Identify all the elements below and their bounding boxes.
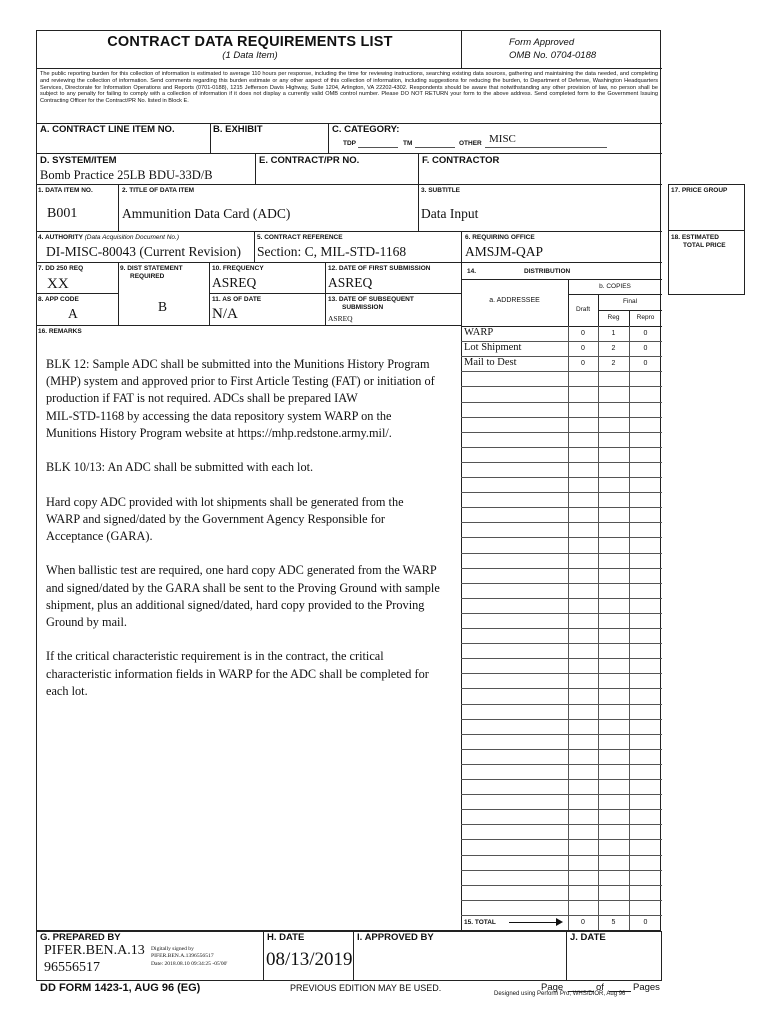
first-submission-label: 12. DATE OF FIRST SUBMISSION (328, 265, 431, 272)
remarks-line: shipment, plus an additional signed/dated, hard copy provided to the Proving (46, 597, 425, 612)
digital-signature-line-3: Date: 2018.08.10 09:34:25 -05'00' (151, 961, 228, 967)
contract-reference-value: Section: C, MIL-STD-1168 (257, 244, 407, 259)
remarks-line: If the critical characteristic requirement is in the contract, the critical (46, 649, 384, 664)
remarks-line: BLK 10/13: An ADC shall be submitted with each lot. (46, 460, 314, 475)
remarks-line: When ballistic test are required, one hard copy ADC generated from the WARP (46, 563, 437, 578)
total-label: 15. TOTAL (464, 919, 496, 926)
remarks-text (46, 356, 456, 717)
contract-pr-label: E. CONTRACT/PR NO. (259, 155, 360, 166)
omb-number: OMB No. 0704-0188 (509, 50, 597, 61)
date-j-label: J. DATE (570, 932, 606, 943)
as-of-date-label: 11. AS OF DATE (212, 296, 262, 303)
requiring-office-value: AMSJM-QAP (465, 244, 544, 259)
grid-row-line (461, 704, 662, 705)
grid-column-line (598, 326, 599, 930)
remarks-line: each lot. (46, 683, 88, 698)
grid-row-line (461, 402, 662, 403)
addressee-mail-to-dest: Mail to Dest (464, 357, 517, 368)
remarks-line: BLK 12: Sample ADC shall be submitted into the Munitions History Program (46, 357, 430, 371)
category-other: OTHER (459, 140, 482, 147)
dist-statement-label-1: 9. DIST STATEMENT (120, 265, 183, 272)
copies-reg: 2 (611, 345, 616, 352)
grid-row-line (461, 628, 662, 629)
grid-row-line (461, 507, 662, 508)
remarks-line: production if FAT is not required. ADCs shall be prepared IAW (46, 391, 358, 406)
grid-row-line (461, 432, 662, 433)
grid-row-line (461, 417, 662, 418)
date-h-value: 08/13/2019 (266, 949, 353, 970)
page-label: Page (541, 982, 564, 993)
total-reg: 5 (611, 919, 616, 926)
grid-row-line (461, 598, 662, 599)
date-h-label: H. DATE (267, 932, 305, 943)
remarks-line: characteristic information fields in WARP for the ADC shall be completed for (46, 666, 429, 681)
grid-row-line (461, 809, 662, 810)
total-repro: 0 (643, 919, 648, 926)
distribution-title: DISTRIBUTION (524, 268, 571, 275)
subtitle-value: Data Input (421, 206, 479, 221)
as-of-date-value: N/A (212, 306, 238, 322)
prepared-by-name-2: 96556517 (44, 960, 100, 975)
price-group-label: 17. PRICE GROUP (671, 187, 728, 194)
repro-label: Repro (636, 314, 655, 321)
grid-row-line (461, 915, 662, 916)
data-item-count: (1 Data Item) (222, 50, 278, 61)
remarks-paragraph (46, 459, 456, 476)
remarks-line: and signed/dated by the GARA shall be sent to the Proving Ground with sample (46, 580, 440, 595)
grid-row-line (461, 749, 662, 750)
remarks-line: WARP and signed/dated by the Government Agency Responsible for (46, 511, 386, 526)
data-item-title-label: 2. TITLE OF DATA ITEM (122, 187, 195, 194)
system-item-value: Bomb Practice 25LB BDU-33D/B (40, 168, 213, 182)
app-code-value: A (68, 306, 78, 321)
remarks-line: Munitions History Program website at https://mhp.redstone.army.mil/. (46, 425, 392, 440)
grid-row-line (461, 522, 662, 523)
authority-label: 4. AUTHORITY (Data Acquisition Document No.) (38, 234, 180, 241)
page-title: CONTRACT DATA REQUIREMENTS LIST (107, 34, 393, 50)
grid-row-line (461, 839, 662, 840)
dist-statement-label-2: REQUIRED (130, 273, 165, 280)
remarks-paragraph (46, 562, 456, 631)
draft-label: Draft (575, 306, 591, 313)
grid-row-line (461, 613, 662, 614)
grid-row-line (461, 900, 662, 901)
frequency-value: ASREQ (212, 275, 257, 290)
grid-row-line (461, 462, 662, 463)
dd250-value: XX (47, 276, 69, 292)
dd250-label: 7. DD 250 REQ (38, 265, 84, 272)
estimated-total-price-label-1: 18. ESTIMATED (671, 234, 719, 241)
designed-using: Designed using Perform Pro, WHS/DIOR, Aug 96 (494, 991, 626, 997)
copies-draft: 0 (581, 330, 585, 337)
grid-row-line (461, 492, 662, 493)
grid-row-line (461, 537, 662, 538)
first-submission-value: ASREQ (328, 275, 373, 290)
burden-notice: The public reporting burden for this collection of information is estimated to average 110 hours per response, including the time for reviewing instructions, searching existing data sources, gathering and maintaining the data needed, and completing and reviewing the collection of information. Send comments regarding this burden estimate or any other aspect of this collection of information, including suggestions for reducing the burden, to Department of Defense, Washington Headquarters Services, Directorate for Information Operations and Reports (0701-0188), 1215 Jefferson Davis Highway, Suite 1204, Arlington, VA 22202-4302. Respondents should be aware that notwithstanding any other provision of law, no person shall be subject to any penalty for failing to comply with a collection of information if it does not display a currently valid OMB control number. Please DO NOT RETURN your form to the above address. Send completed form to the Government Issuing Contracting Officer for the Contract/PR No. listed in Block E. (40, 71, 658, 105)
grid-row-line (461, 371, 662, 372)
category-tm: TM (403, 140, 413, 147)
copies-reg: 2 (611, 360, 616, 367)
copies-label: b. COPIES (599, 283, 631, 290)
of-label: of (596, 982, 604, 993)
copies-draft: 0 (581, 360, 585, 367)
exhibit-label: B. EXHIBIT (213, 124, 263, 135)
grid-row-line (461, 855, 662, 856)
subsequent-submission-label-1: 13. DATE OF SUBSEQUENT (328, 296, 414, 303)
remarks-paragraph (46, 494, 456, 546)
addressee-lot-shipment: Lot Shipment (464, 342, 522, 353)
requiring-office-label: 6. REQUIRING OFFICE (465, 234, 535, 241)
contractor-label: F. CONTRACTOR (422, 155, 500, 166)
grid-row-line (461, 824, 662, 825)
grid-row-line (461, 688, 662, 689)
copies-repro: 0 (643, 330, 648, 337)
copies-repro: 0 (643, 345, 648, 352)
data-item-title-value: Ammunition Data Card (ADC) (122, 206, 291, 221)
remarks-line: MIL-STD-1168 by accessing the data repository system WARP on the (46, 408, 392, 423)
grid-row-line (461, 870, 662, 871)
subtitle-label: 3. SUBTITLE (421, 187, 461, 194)
digital-signature-line-1: Digitally signed by (151, 946, 194, 952)
copies-repro: 0 (643, 360, 648, 367)
category-label: C. CATEGORY: (332, 124, 400, 135)
total-draft: 0 (581, 919, 585, 926)
final-label: Final (622, 298, 638, 305)
remarks-paragraph (46, 648, 456, 700)
copies-reg: 1 (611, 330, 616, 337)
grid-row-line (461, 734, 662, 735)
total-arrow-head (556, 918, 563, 926)
total-arrow (509, 922, 559, 923)
frequency-label: 10. FREQUENCY (212, 265, 264, 272)
subsequent-submission-label-2: SUBMISSION (342, 304, 384, 311)
app-code-label: 8. APP CODE (38, 296, 79, 303)
addressee-warp: WARP (464, 327, 494, 338)
dist-statement-value: B (158, 299, 168, 314)
grid-row-line (461, 764, 662, 765)
contract-reference-label: 5. CONTRACT REFERENCE (257, 234, 343, 241)
copies-draft: 0 (581, 345, 585, 352)
digital-signature-line-2: PIFER.BEN.A.1396556517 (151, 953, 214, 959)
grid-row-line (461, 794, 662, 795)
remarks-line: Ground by mail. (46, 615, 127, 629)
remarks-paragraph (46, 356, 456, 442)
grid-column-line (629, 326, 630, 930)
previous-edition: PREVIOUS EDITION MAY BE USED. (290, 983, 442, 993)
grid-row-line (461, 386, 662, 387)
grid-row-line (461, 719, 662, 720)
grid-row-line (461, 779, 662, 780)
grid-row-line (461, 568, 662, 569)
approved-by-label: I. APPROVED BY (357, 932, 434, 943)
subsequent-submission-value: ASREQ (328, 314, 353, 323)
grid-row-line (461, 673, 662, 674)
authority-value: DI-MISC-80043 (Current Revision) (46, 244, 241, 259)
category-other-value: MISC (489, 133, 516, 145)
remarks-line: Acceptance (GARA). (46, 529, 153, 543)
grid-column-line (568, 326, 569, 930)
addressee-label: a. ADDRESSEE (489, 297, 540, 304)
remarks-line: Hard copy ADC provided with lot shipments shall be generated from the (46, 494, 404, 509)
form-approved: Form Approved (509, 37, 575, 48)
data-item-no-value: B001 (47, 206, 78, 221)
grid-row-line (461, 553, 662, 554)
prepared-by-label: G. PREPARED BY (40, 932, 121, 943)
grid-row-line (461, 658, 662, 659)
grid-row-line (461, 477, 662, 478)
system-item-label: D. SYSTEM/ITEM (40, 155, 117, 166)
distribution-number: 14. (467, 268, 477, 275)
reg-label: Reg (607, 314, 620, 321)
remarks-line: (MHP) system and approved prior to First Article Testing (FAT) or initiation of (46, 374, 435, 389)
form-id: DD FORM 1423-1, AUG 96 (EG) (40, 982, 201, 994)
prepared-by-name-1: PIFER.BEN.A.13 (44, 943, 145, 958)
remarks-label: 16. REMARKS (38, 328, 82, 335)
estimated-total-price-label-2: TOTAL PRICE (683, 242, 726, 249)
grid-row-line (461, 583, 662, 584)
grid-row-line (461, 643, 662, 644)
grid-row-line (461, 447, 662, 448)
category-tdp: TDP (343, 140, 356, 147)
contract-line-item-label: A. CONTRACT LINE ITEM NO. (40, 124, 175, 135)
grid-row-line (461, 885, 662, 886)
data-item-no-label: 1. DATA ITEM NO. (38, 187, 93, 194)
pages-label: Pages (633, 982, 660, 993)
